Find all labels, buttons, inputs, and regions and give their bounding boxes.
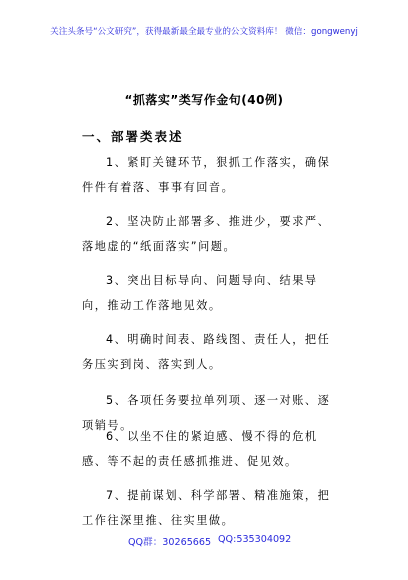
list-item: 6、以坐不住的紧迫感、慢不得的危机感、等不起的责任感抓推进、促见效。 bbox=[82, 430, 318, 468]
list-item: 2、坚决防止部署多、推进少，要求严、落地虚的“纸面落实”问题。 bbox=[82, 215, 331, 253]
header-note: 关注头条号“公文研究”，获得最新最全最专业的公文资料库！ 微信：gongwenyj bbox=[50, 27, 358, 37]
qq-number: QQ:535304092 bbox=[218, 534, 292, 545]
page-footer bbox=[0, 534, 408, 548]
list-item: 4、明确时间表、路线图、责任人，把任务压实到岗、落实到人。 bbox=[82, 333, 331, 371]
list-item: 7、提前谋划、科学部署、精准施策，把工作往深里推、往实里做。 bbox=[82, 489, 331, 527]
list-item: 1、紧盯关键环节，狠抓工作落实，确保件件有着落、事事有回音。 bbox=[82, 156, 331, 194]
list-item: 3、突出目标导向、问题导向、结果导向，推动工作落地见效。 bbox=[82, 274, 318, 312]
qq-group-number: QQ群：30265665 bbox=[128, 537, 212, 548]
section-heading: 一、部署类表述 bbox=[82, 129, 184, 144]
document-title: “抓落实”类写作金句(40例) bbox=[124, 93, 284, 107]
list-item: 5、各项任务要拉单列项、逐一对账、逐项销号。 bbox=[82, 394, 331, 432]
